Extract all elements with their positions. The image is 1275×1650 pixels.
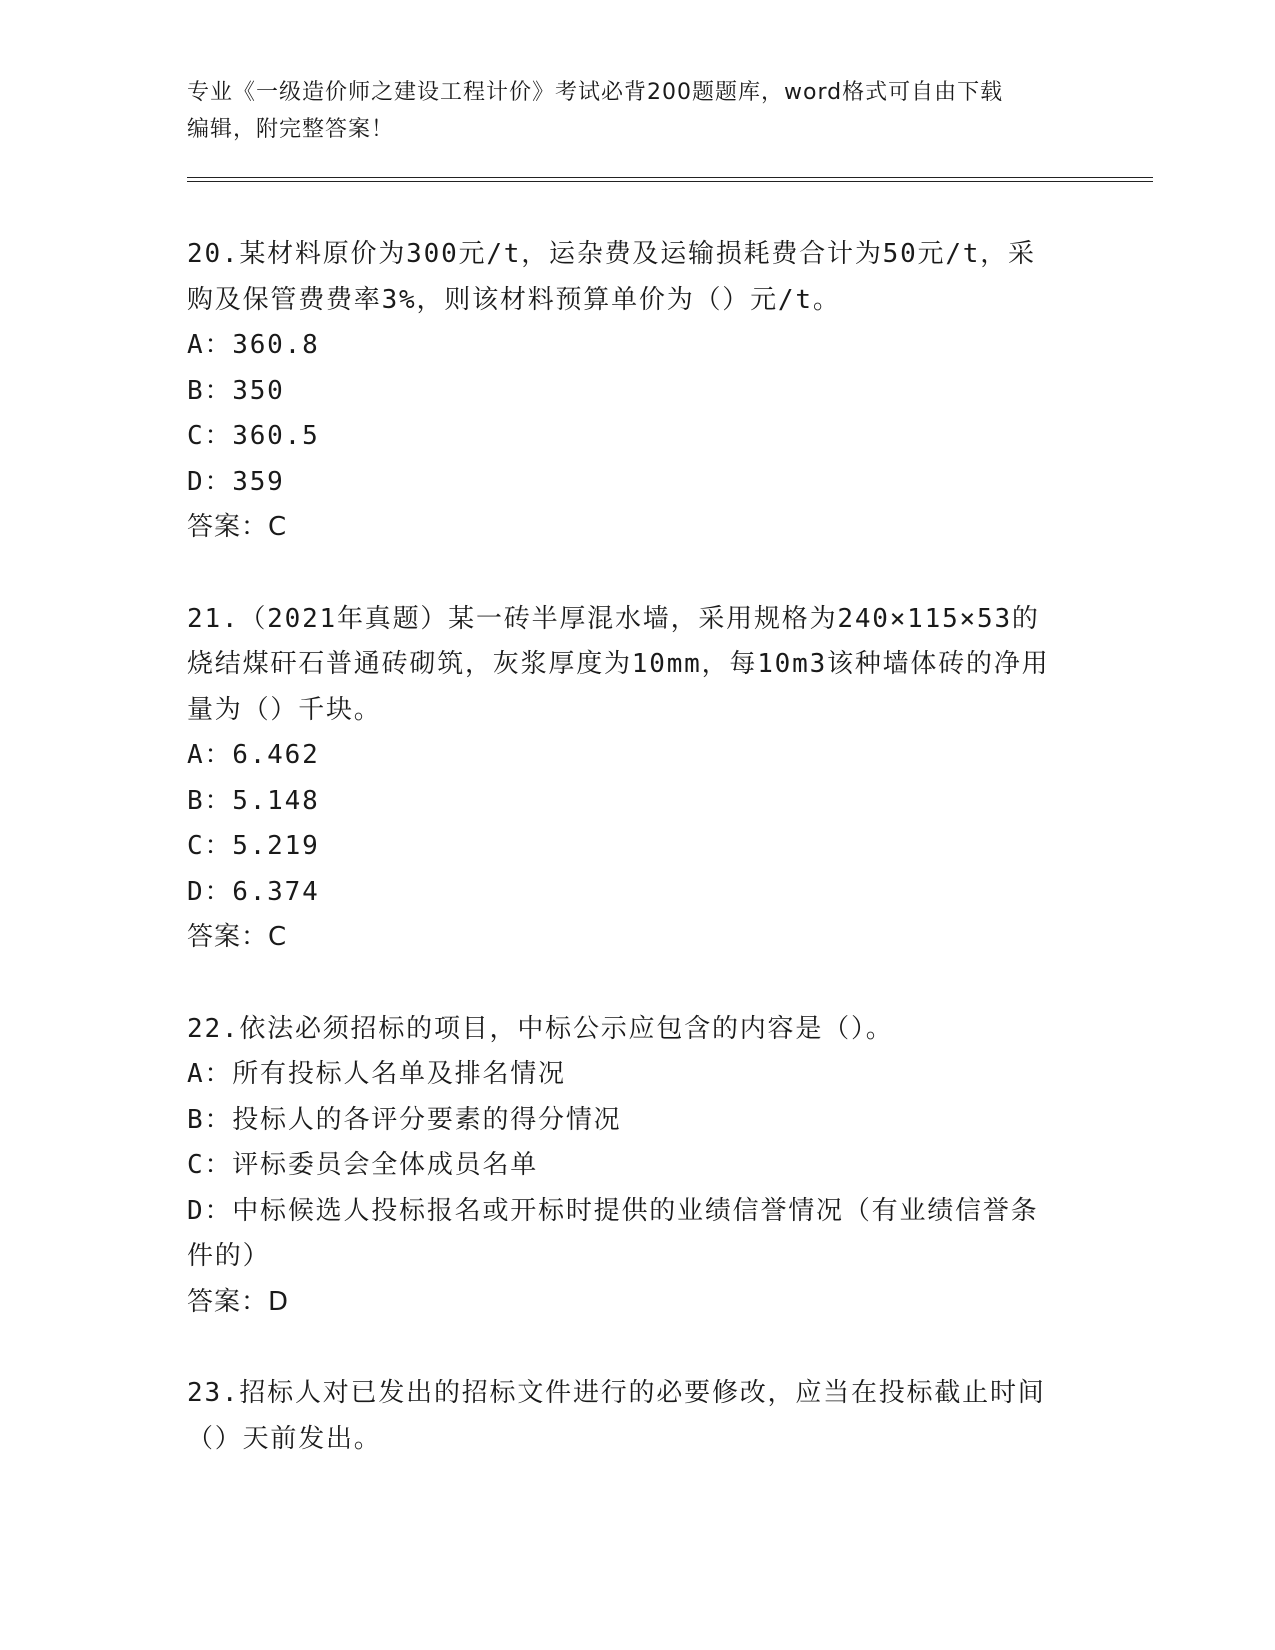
question-23 — [187, 1371, 1087, 1462]
option-b: B：投标人的各评分要素的得分情况 — [187, 1104, 622, 1135]
option-a: A：6.462 — [187, 740, 320, 770]
option-d: D：359 — [187, 466, 285, 497]
option-c: C：5.219 — [187, 831, 320, 861]
option-a: A：360.8 — [187, 330, 320, 360]
question-stem: 21.（2021年真题）某一砖半厚混水墙，采用规格为240×115×53的 — [187, 603, 1040, 634]
option-d: D：中标候选人投标报名或开标时提供的业绩信誉情况（有业绩信誉条 — [187, 1195, 1039, 1226]
answer: 答案：D — [187, 1286, 290, 1317]
question-stem: 23.招标人对已发出的招标文件进行的必要修改，应当在投标截止时间 — [187, 1378, 1046, 1408]
option-d-continued: 件的） — [187, 1241, 271, 1271]
option-d: D：6.374 — [187, 876, 320, 907]
header-rule-top — [187, 177, 1153, 178]
header-line-2: 编辑，附完整答案！ — [187, 117, 395, 142]
question-stem: 22.依法必须招标的项目，中标公示应包含的内容是（）。 — [187, 1013, 894, 1044]
question-list — [187, 232, 1087, 1508]
option-b: B：350 — [187, 375, 285, 406]
option-c: C：360.5 — [187, 421, 320, 451]
question-stem: 购及保管费费率3%，则该材料预算单价为（）元/t。 — [187, 284, 841, 315]
question-20 — [187, 232, 1087, 551]
question-stem: 20.某材料原价为300元/t，运杂费及运输损耗费合计为50元/t，采 — [187, 239, 1036, 269]
question-stem: 量为（）千块。 — [187, 694, 382, 725]
answer: 答案：C — [187, 922, 288, 952]
answer: 答案：C — [187, 512, 288, 542]
question-stem: 烧结煤矸石普通砖砌筑，灰浆厚度为10mm，每10m3该种墙体砖的净用 — [187, 649, 1050, 679]
option-a: A：所有投标人名单及排名情况 — [187, 1059, 566, 1089]
header-line-1: 专业《一级造价师之建设工程计价》考试必背200题题库，word格式可自由下载 — [187, 80, 1004, 105]
document-header — [187, 74, 1067, 148]
header-rule-bottom — [187, 181, 1153, 182]
question-21 — [187, 597, 1087, 961]
option-b: B：5.148 — [187, 785, 320, 816]
option-c: C：评标委员会全体成员名单 — [187, 1150, 539, 1180]
question-22 — [187, 1007, 1087, 1326]
question-stem: （）天前发出。 — [187, 1423, 382, 1454]
